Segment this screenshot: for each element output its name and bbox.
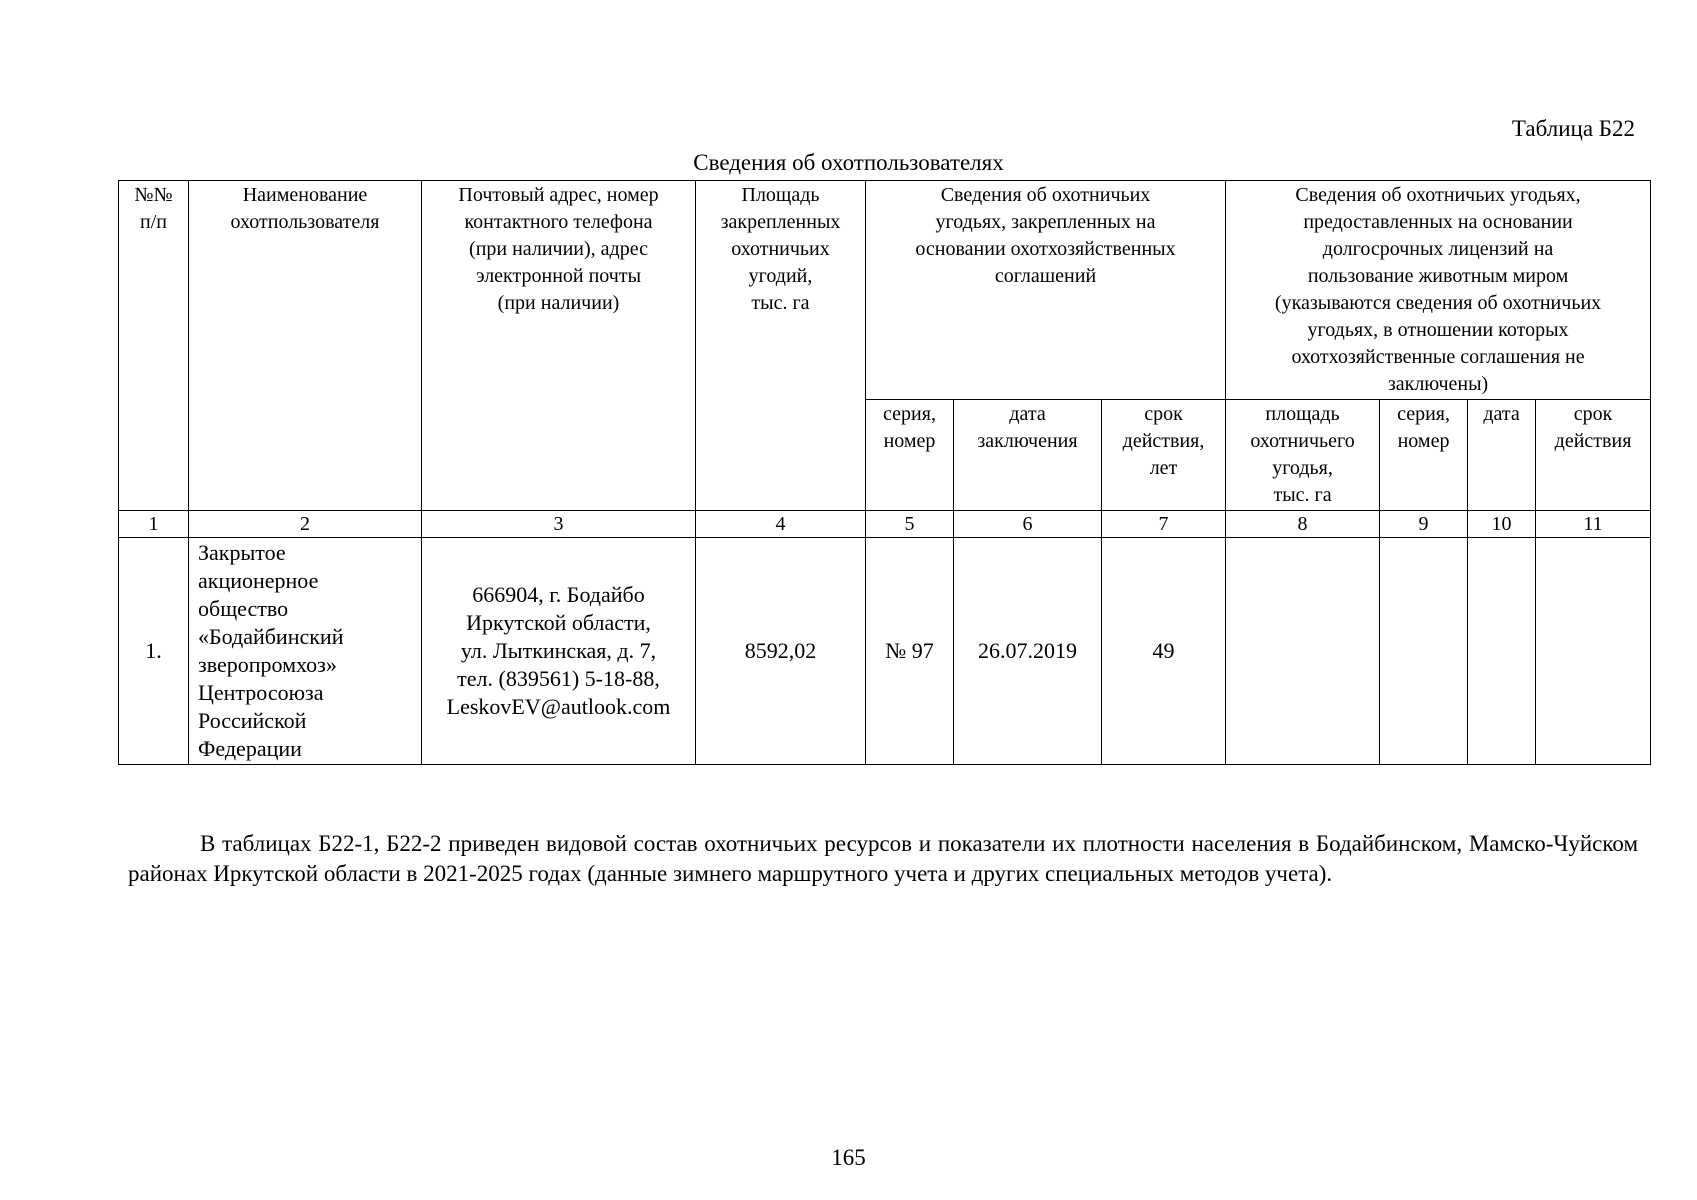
header-row-main [119,181,1651,400]
cell-name: Закрытое акционерное общество «Бодайбинский зверопромхоз» Центросоюза Российской Федерации [189,538,422,765]
column-number-cell: 1 [119,511,189,538]
table-label: Таблица Б22 [1511,116,1635,141]
cell-lic-date [1468,538,1536,765]
header-cell-agr-date: дата заключения [954,400,1102,511]
header-cell-agr-term: срок действия, лет [1102,400,1226,511]
body-paragraph: В таблицах Б22-1, Б22-2 приведен видовой состав охотничьих ресурсов и показатели их плотности населения в Бодайбинском, Мамско-Чуйском районах Иркутской области в 2021-2025 годах (данные зимнего маршрутного учета и других специальных методов учета). [128,831,1638,886]
column-number-cell: 11 [1536,511,1651,538]
hunting-users-table [118,180,1651,765]
header-cell-lic-series: серия, номер [1380,400,1468,511]
cell-lic-area [1226,538,1380,765]
column-number-cell: 2 [189,511,422,538]
cell-lic-series [1380,538,1468,765]
header-cell-agr-series: серия, номер [866,400,954,511]
cell-agr-date: 26.07.2019 [954,538,1102,765]
header-cell-lic-term: срок действия [1536,400,1651,511]
column-number-cell: 5 [866,511,954,538]
column-number-cell: 10 [1468,511,1536,538]
column-number-row [119,511,1651,538]
cell-lic-term [1536,538,1651,765]
table-title: Сведения об охотпользователях [693,150,1004,175]
header-cell-name: Наименование охотпользователя [189,181,422,511]
header-cell-lic-date: дата [1468,400,1536,511]
cell-address: 666904, г. Бодайбо Иркутской области, ул. Лыткинская, д. 7, тел. (839561) 5-18-88, LeskovEV@autlook.com [422,538,696,765]
table-row [119,538,1651,765]
header-cell-num: №№ п/п [119,181,189,511]
header-cell-agreements-group: Сведения об охотничьих угодьях, закрепленных на основании охотхозяйственных соглашений [866,181,1226,400]
page-number: 165 [831,1145,866,1170]
header-cell-address: Почтовый адрес, номер контактного телефона (при наличии), адрес электронной почты (при наличии) [422,181,696,511]
header-cell-lic-area: площадь охотничьего угодья, тыс. га [1226,400,1380,511]
column-number-cell: 9 [1380,511,1468,538]
cell-agr-series: № 97 [866,538,954,765]
cell-area: 8592,02 [696,538,866,765]
column-number-cell: 4 [696,511,866,538]
cell-agr-term: 49 [1102,538,1226,765]
column-number-cell: 3 [422,511,696,538]
column-number-cell: 8 [1226,511,1380,538]
header-cell-area: Площадь закрепленных охотничьих угодий, тыс. га [696,181,866,511]
header-cell-licenses-group: Сведения об охотничьих угодьях, предоставленных на основании долгосрочных лицензий на пользование животным миром (указываются сведения об охотничьих угодьях, в отношении которых охотхозяйственные соглашения не заключены) [1226,181,1651,400]
cell-num: 1. [119,538,189,765]
column-number-cell: 6 [954,511,1102,538]
column-number-cell: 7 [1102,511,1226,538]
